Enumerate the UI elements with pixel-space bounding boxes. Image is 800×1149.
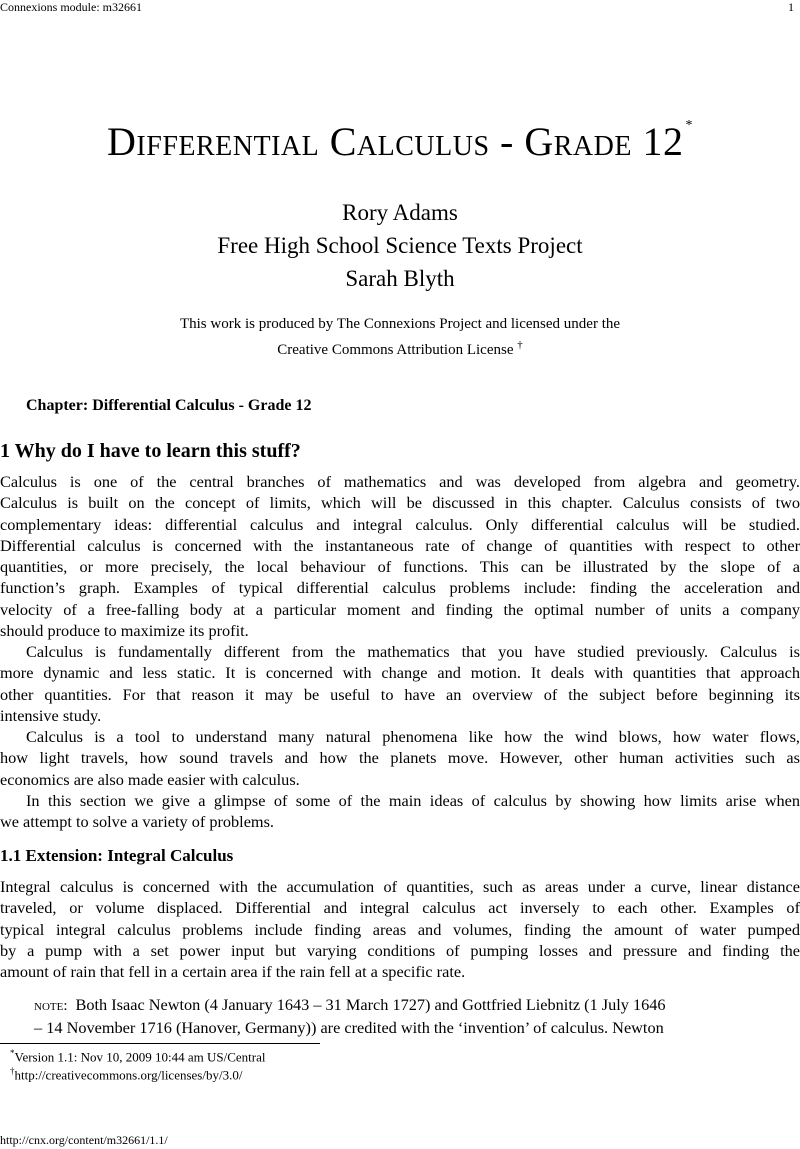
- paragraph: [0, 641, 800, 726]
- text-line: function’s graph. Examples of typical differential calculus problems include: finding the acceleration and: [0, 578, 800, 598]
- title-text: Differential Calculus - Grade 12: [107, 119, 684, 164]
- title-footnote-marker: *: [685, 118, 693, 133]
- text-line: should produce to maximize its profit.: [0, 621, 249, 641]
- footnote-text: Version 1.1: Nov 10, 2009 10:44 am US/Central: [14, 1049, 266, 1065]
- text-line: quantities, or more precisely, the local behaviour of functions. This can be illustrated by the slope of a: [0, 557, 800, 577]
- author-3: Sarah Blyth: [345, 266, 455, 291]
- subsection-heading: 1.1 Extension: Integral Calculus: [0, 846, 234, 865]
- text-line: Calculus is built on the concept of limits, which will be discussed in this chapter. Calculus consists of two: [0, 493, 800, 513]
- text-line: more dynamic and less static. It is concerned with change and motion. It deals with quantities that approach: [0, 663, 800, 683]
- footnote-marker: *: [10, 1048, 15, 1058]
- license-line-2: Creative Commons Attribution License: [277, 342, 514, 358]
- author-2: Free High School Science Texts Project: [217, 233, 583, 258]
- paragraph: [0, 876, 800, 982]
- note-label: note:: [34, 998, 68, 1014]
- document-title: [0, 118, 800, 165]
- text-line: Calculus is fundamentally different from the mathematics that you have studied previously. Calculus is: [26, 642, 800, 661]
- license-line-1: This work is produced by The Connexions Project and licensed under the: [179, 316, 621, 332]
- note-block: [34, 994, 767, 1039]
- note-line-2: – 14 November 1716 (Hanover, Germany)) are credited with the ‘invention’ of calculus. Newton: [34, 1018, 664, 1038]
- license-footnote-marker: †: [517, 339, 523, 351]
- text-line: economics are also made easier with calculus.: [0, 769, 300, 789]
- paragraph: [0, 726, 800, 790]
- paragraph: [0, 790, 800, 833]
- running-header: Connexions module: m32661: [0, 0, 142, 14]
- text-line: amount of rain that fell in a certain area if the rain fell at a specific rate.: [0, 962, 466, 982]
- paragraph: [0, 471, 800, 641]
- text-line: intensive study.: [0, 705, 102, 725]
- text-line: Integral calculus is concerned with the accumulation of quantities, such as areas under a curve, linear distance: [0, 877, 800, 896]
- text-line: Calculus is a tool to understand many natural phenomena like how the wind blows, how water flows,: [26, 727, 800, 746]
- text-line: velocity of a free-falling body at a particular moment and finding the optimal number of units a company: [0, 599, 800, 619]
- author-1: Rory Adams: [342, 200, 458, 225]
- text-line: Calculus is one of the central branches of mathematics and was developed from algebra and geometry.: [0, 472, 800, 491]
- footnote-2: [10, 1066, 242, 1083]
- page-number: 1: [788, 0, 794, 14]
- text-line: typical integral calculus problems include finding areas and volumes, finding the amount of water pumped: [0, 919, 800, 939]
- text-line: we attempt to solve a variety of problems.: [0, 812, 274, 832]
- section-heading: 1 Why do I have to learn this stuff?: [0, 440, 301, 462]
- text-line: Differential calculus is concerned with the instantaneous rate of change of quantities with respect to other: [0, 535, 800, 555]
- footer-url[interactable]: http://cnx.org/content/m32661/1.1/: [0, 1133, 168, 1147]
- text-line: by a pump with a set power input but varying conditions of pumping losses and pressure and finding the: [0, 940, 800, 960]
- footnote-marker: †: [10, 1066, 15, 1076]
- note-line-1: Both Isaac Newton (4 January 1643 – 31 March 1727) and Gottfried Liebnitz (1 July 1646: [75, 995, 666, 1014]
- text-line: other quantities. For that reason it may be useful to have an overview of the subject before beginning its: [0, 684, 800, 704]
- footnote-link[interactable]: http://creativecommons.org/licenses/by/3.0/: [14, 1067, 243, 1083]
- text-line: In this section we give a glimpse of some of the main ideas of calculus by showing how limits arise when: [26, 791, 800, 810]
- footnote-1: [10, 1048, 265, 1065]
- text-line: traveled, or volume displaced. Differential and integral calculus act inversely to each other. Examples of: [0, 898, 800, 918]
- license-notice: [0, 314, 800, 361]
- text-line: complementary ideas: differential calculus and integral calculus. Only differential calculus will be studied.: [0, 514, 800, 534]
- text-line: how light travels, how sound travels and how the planets move. However, other human activities such as: [0, 748, 800, 768]
- chapter-heading: Chapter: Differential Calculus - Grade 12: [26, 397, 312, 414]
- footnote-divider: [0, 1043, 320, 1044]
